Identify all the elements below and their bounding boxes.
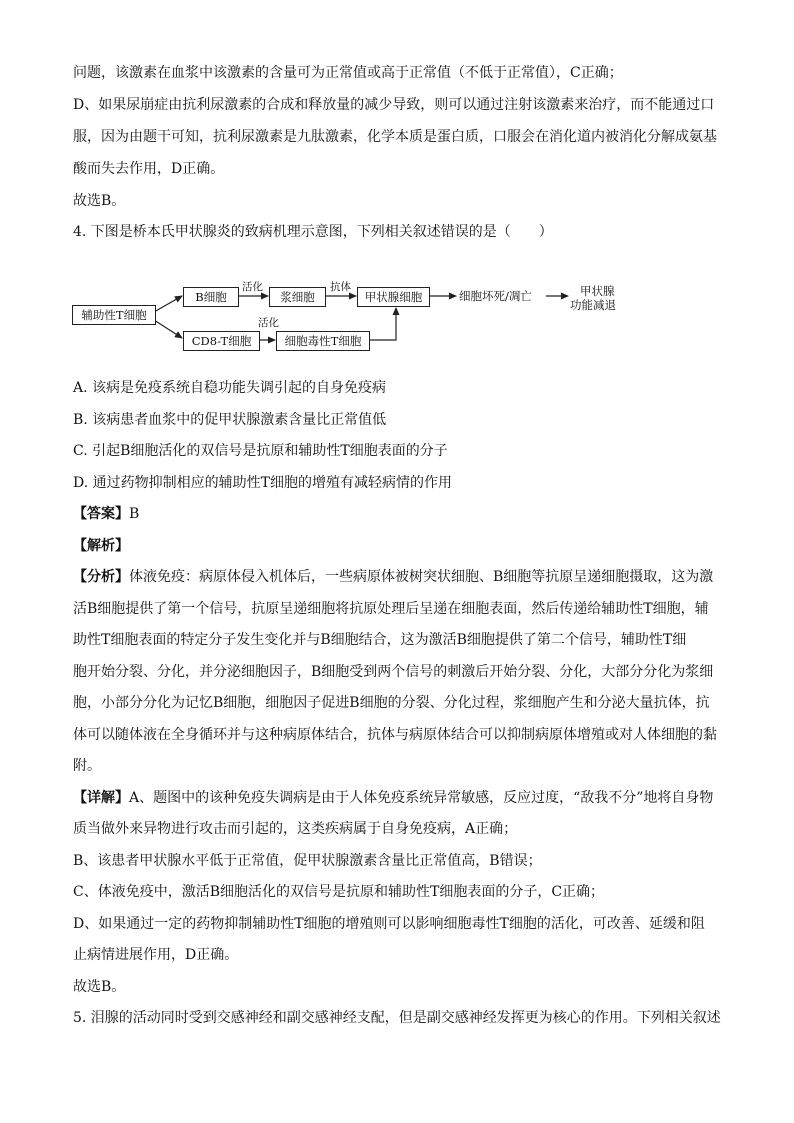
b-cell-box: B细胞	[183, 287, 239, 307]
text-line: 故选B。	[73, 193, 126, 209]
cd8-t-cell-box: CD8-T细胞	[183, 331, 260, 351]
result-label-line1: 甲状腺	[580, 284, 615, 298]
pathogenesis-diagram	[70, 276, 630, 356]
text-line: C、体液免疫中，激活B细胞活化的双信号是抗原和辅助性T细胞表面的分子，C正确；	[73, 884, 605, 900]
detail-line	[73, 788, 713, 808]
analysis-text: 体液免疫：病原体侵入机体后，一些病原体被树突状细胞、B细胞等抗原呈递细胞摄取，这为激	[129, 569, 714, 585]
thyroid-cell-box: 甲状腺细胞	[357, 287, 430, 307]
text-line: 助性T细胞表面的特定分子发生变化并与B细胞结合，这为激活B细胞提供了第二个信号，辅助性T细	[73, 632, 687, 648]
text-line: 胞，小部分分化为记忆B细胞，细胞因子促进B细胞的分裂、分化过程，浆细胞产生和分泌大量抗体，抗	[73, 695, 710, 711]
necrosis-label: 细胞坏死/凋亡	[459, 289, 532, 303]
text-line: 胞开始分裂、分化，并分泌细胞因子，B细胞受到两个信号的刺激后开始分裂、分化，大部分分化为浆细	[73, 664, 714, 680]
antibody-label: 抗体	[330, 281, 351, 293]
activate-label: 活化	[242, 281, 263, 293]
analysis-line	[73, 567, 713, 587]
result-label-line2: 功能减退	[570, 298, 616, 312]
text-line: 问题，该激素在血浆中该激素的含量可为正常值或高于正常值（不低于正常值），C正确；	[73, 65, 623, 81]
text-line: 酸而失去作用，D正确。	[73, 161, 225, 177]
text-line: 故选B。	[73, 979, 126, 995]
detail-text: A、题图中的该种免疫失调病是由于人体免疫系统异常敏感，反应过度，“敌我不分”地将自身物	[129, 790, 714, 806]
answer-value: B	[129, 506, 140, 522]
detail-tag: 【详解】	[73, 790, 129, 806]
text-line: D、如果尿崩症由抗利尿激素的合成和释放量的减少导致，则可以通过注射该激素来治疗，而不能通过口	[73, 97, 715, 113]
question-5: 5. 泪腺的活动同时受到交感神经和副交感神经支配，但是副交感神经发挥更为核心的作用。下列相关叙述	[73, 1010, 721, 1026]
text-line: 活B细胞提供了第一个信号，抗原呈递细胞将抗原处理后呈递在细胞表面，然后传递给辅助性T细胞，辅	[73, 601, 709, 617]
answer-tag: 【答案】	[73, 506, 129, 522]
option-a: A. 该病是免疫系统自稳功能失调引起的自身免疫病	[73, 380, 387, 396]
text-line: 体可以随体液在全身循环并与这种病原体结合，抗体与病原体结合可以抑制病原体增殖或对人体细胞的黏	[73, 727, 717, 743]
option-c: C. 引起B细胞活化的双信号是抗原和辅助性T细胞表面的分子	[73, 443, 448, 459]
answer-line	[73, 504, 139, 524]
option-d: D. 通过药物抑制相应的辅助性T细胞的增殖有减轻病情的作用	[73, 475, 452, 491]
text-line: 质当做外来异物进行攻击而引起的，这类疾病属于自身免疫病，A正确；	[73, 821, 518, 837]
text-line: B、该患者甲状腺水平低于正常值，促甲状腺激素含量比正常值高，B错误；	[73, 853, 542, 869]
analysis-tag: 【解析】	[73, 538, 129, 554]
helper-t-cell-box: 辅助性T细胞	[72, 305, 156, 325]
plasma-cell-box: 浆细胞	[269, 287, 326, 307]
analysis-subtag: 【分析】	[73, 569, 129, 585]
option-b: B. 该病患者血浆中的促甲状腺激素含量比正常值低	[73, 412, 387, 428]
ctl-box: 细胞毒性T细胞	[276, 331, 370, 351]
text-line: D、如果通过一定的药物抑制辅助性T细胞的增殖则可以影响细胞毒性T细胞的活化，可改善、延缓和阻	[73, 916, 705, 932]
text-line: 服，因为由题干可知，抗利尿激素是九肽激素，化学本质是蛋白质，口服会在消化道内被消化分解成氨基	[73, 129, 717, 145]
text-line: 附。	[73, 758, 101, 774]
text-line: 止病情进展作用，D正确。	[73, 947, 239, 963]
activate-label: 活化	[258, 317, 279, 329]
question-4: 4. 下图是桥本氏甲状腺炎的致病机理示意图，下列相关叙述错误的是（ ）	[73, 224, 553, 240]
